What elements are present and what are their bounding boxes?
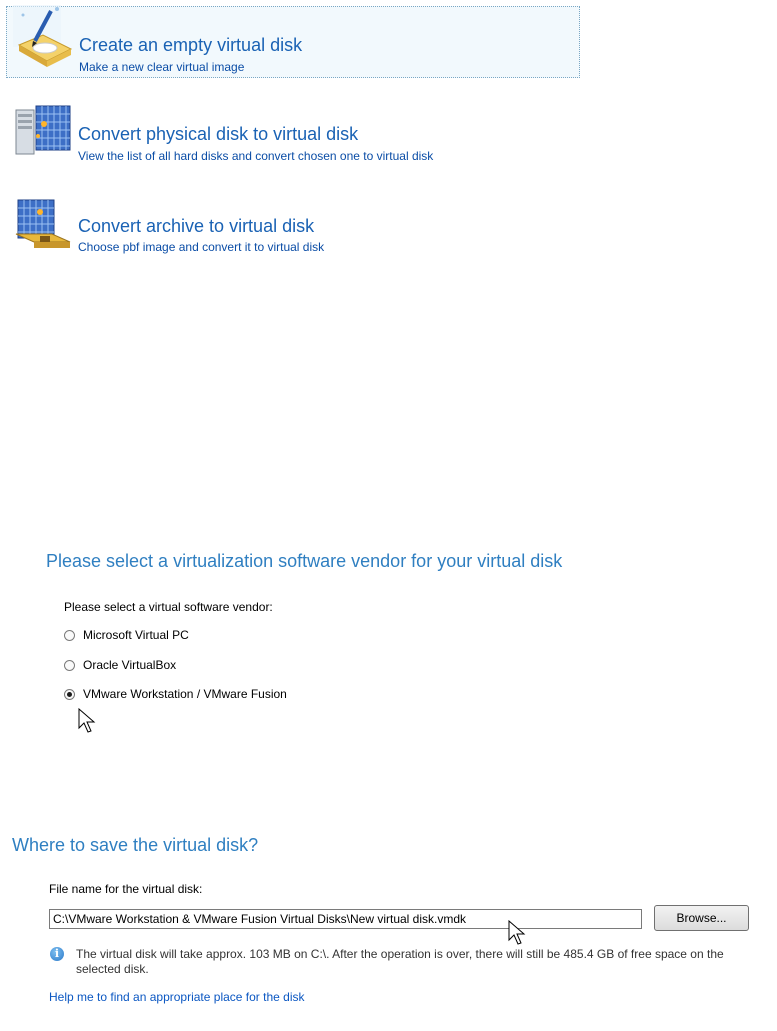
option-convert-archive[interactable] <box>6 186 580 258</box>
radio-label-oracle-virtualbox[interactable]: Oracle VirtualBox <box>83 658 177 672</box>
vendor-prompt: Please select a virtual software vendor: <box>64 600 273 614</box>
physical-disk-icon <box>12 100 76 160</box>
radio-label-vmware[interactable]: VMware Workstation / VMware Fusion <box>83 687 287 701</box>
option-title: Create an empty virtual disk <box>79 35 303 55</box>
option-title: Convert archive to virtual disk <box>78 216 315 236</box>
vendor-section-heading: Please select a virtualization software vendor for your virtual disk <box>46 551 563 571</box>
browse-button[interactable]: Browse... <box>654 905 749 931</box>
radio-vmware[interactable] <box>64 689 75 700</box>
mouse-cursor-icon <box>78 708 96 734</box>
radio-label-microsoft-virtual-pc[interactable]: Microsoft Virtual PC <box>83 628 189 642</box>
radio-microsoft-virtual-pc[interactable] <box>64 630 75 641</box>
option-description: Make a new clear virtual image <box>79 60 245 74</box>
file-name-label: File name for the virtual disk: <box>49 882 203 896</box>
info-icon: i <box>50 947 64 961</box>
help-find-place-link[interactable]: Help me to find an appropriate place for the disk <box>49 990 305 1004</box>
option-description: Choose pbf image and convert it to virtual disk <box>78 240 325 254</box>
mouse-cursor-icon <box>508 920 526 946</box>
disk-space-info: The virtual disk will take approx. 103 MB on C:\. After the operation is over, there will still be 485.4 GB of free space on the selected disk. <box>76 947 724 976</box>
radio-oracle-virtualbox[interactable] <box>64 660 75 671</box>
save-section-heading: Where to save the virtual disk? <box>12 835 259 855</box>
file-path-input[interactable] <box>49 909 642 929</box>
option-create-empty-disk[interactable] <box>6 6 580 78</box>
option-convert-physical-disk[interactable] <box>6 96 580 168</box>
option-description: View the list of all hard disks and convert chosen one to virtual disk <box>78 149 434 163</box>
new-disk-icon <box>13 5 77 65</box>
option-title: Convert physical disk to virtual disk <box>78 124 359 144</box>
archive-disk-icon <box>12 190 76 250</box>
